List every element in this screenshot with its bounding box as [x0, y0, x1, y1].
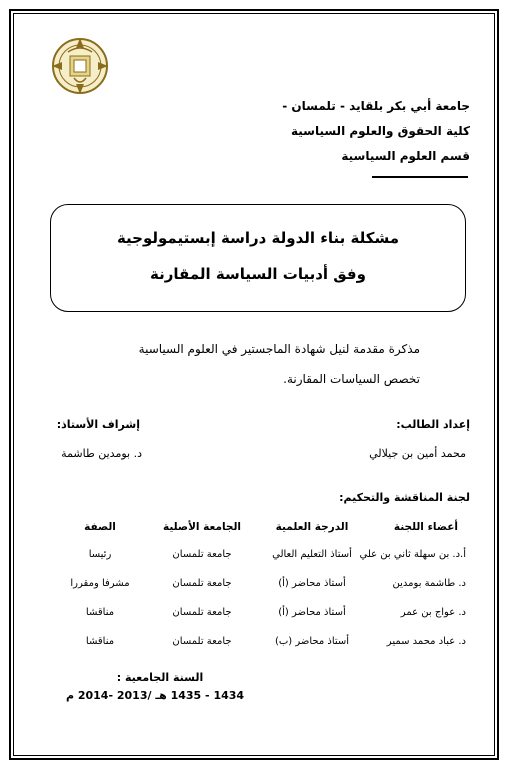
- student-name: محمد أمين بن جيلالي: [369, 447, 466, 460]
- table-row-role: مناقشا: [85, 636, 115, 647]
- table-row-university: جامعة تلمسان: [172, 549, 232, 560]
- department-name: قسم العلوم السياسية: [341, 149, 470, 163]
- table-row-university: جامعة تلمسان: [172, 578, 232, 589]
- table-row-member: أ.د. بن سهلة ثاني بن علي: [359, 549, 466, 560]
- table-row-role: مشرفا ومقررا: [70, 578, 130, 589]
- table-row-university: جامعة تلمسان: [172, 636, 232, 647]
- column-header-degree: الدرجة العلمية: [275, 521, 349, 533]
- table-row-degree: أستاذ التعليم العالي: [272, 549, 352, 560]
- table-row-member: د. عباد محمد سمير: [386, 636, 466, 647]
- committee-label: لجنة المناقشة والتحكيم:: [339, 491, 470, 504]
- supervisor-label: إشراف الأستاذ:: [56, 418, 140, 431]
- faculty-name: كلية الحقوق والعلوم السياسية: [290, 124, 470, 138]
- column-header-members: أعضاء اللجنة: [393, 521, 458, 533]
- table-row-role: رئيسا: [88, 549, 112, 560]
- university-name: جامعة أبي بكر بلقايد - تلمسان -: [282, 99, 470, 113]
- thesis-title-line2: وفق أدبيات السياسة المقارنة: [150, 265, 366, 283]
- table-row-degree: أستاذ محاضر (أ): [278, 578, 346, 589]
- memo-statement: مذكرة مقدمة لنيل شهادة الماجستير في العلوم السياسية: [138, 342, 420, 356]
- table-row-role: مناقشا: [85, 607, 115, 618]
- table-row-degree: أستاذ محاضر (ب): [274, 636, 350, 647]
- memo-specialization: تخصص السياسات المقارنة.: [283, 372, 420, 386]
- table-row-degree: أستاذ محاضر (أ): [278, 607, 346, 618]
- supervisor-name: د. بومدين طاشمة: [61, 447, 142, 460]
- university-header: [210, 94, 470, 169]
- academic-year-label: السنة الجامعية :: [116, 671, 204, 684]
- university-seal-icon: [48, 34, 112, 98]
- table-row-member: د. عواج بن عمر: [400, 607, 466, 618]
- title-box: [50, 204, 466, 312]
- column-header-role: الصفة: [84, 521, 116, 533]
- student-label: إعداد الطالب:: [396, 418, 470, 431]
- header-underline: [372, 176, 468, 178]
- thesis-title-line1: مشكلة بناء الدولة دراسة إبستيمولوجية: [116, 229, 400, 247]
- academic-year-value: 1434 - 1435 هـ /2013 -2014 م: [65, 689, 245, 702]
- column-header-university: الجامعة الأصلية: [162, 521, 241, 533]
- table-row-university: جامعة تلمسان: [172, 607, 232, 618]
- table-row-member: د. طاشمة بومدين: [392, 578, 466, 589]
